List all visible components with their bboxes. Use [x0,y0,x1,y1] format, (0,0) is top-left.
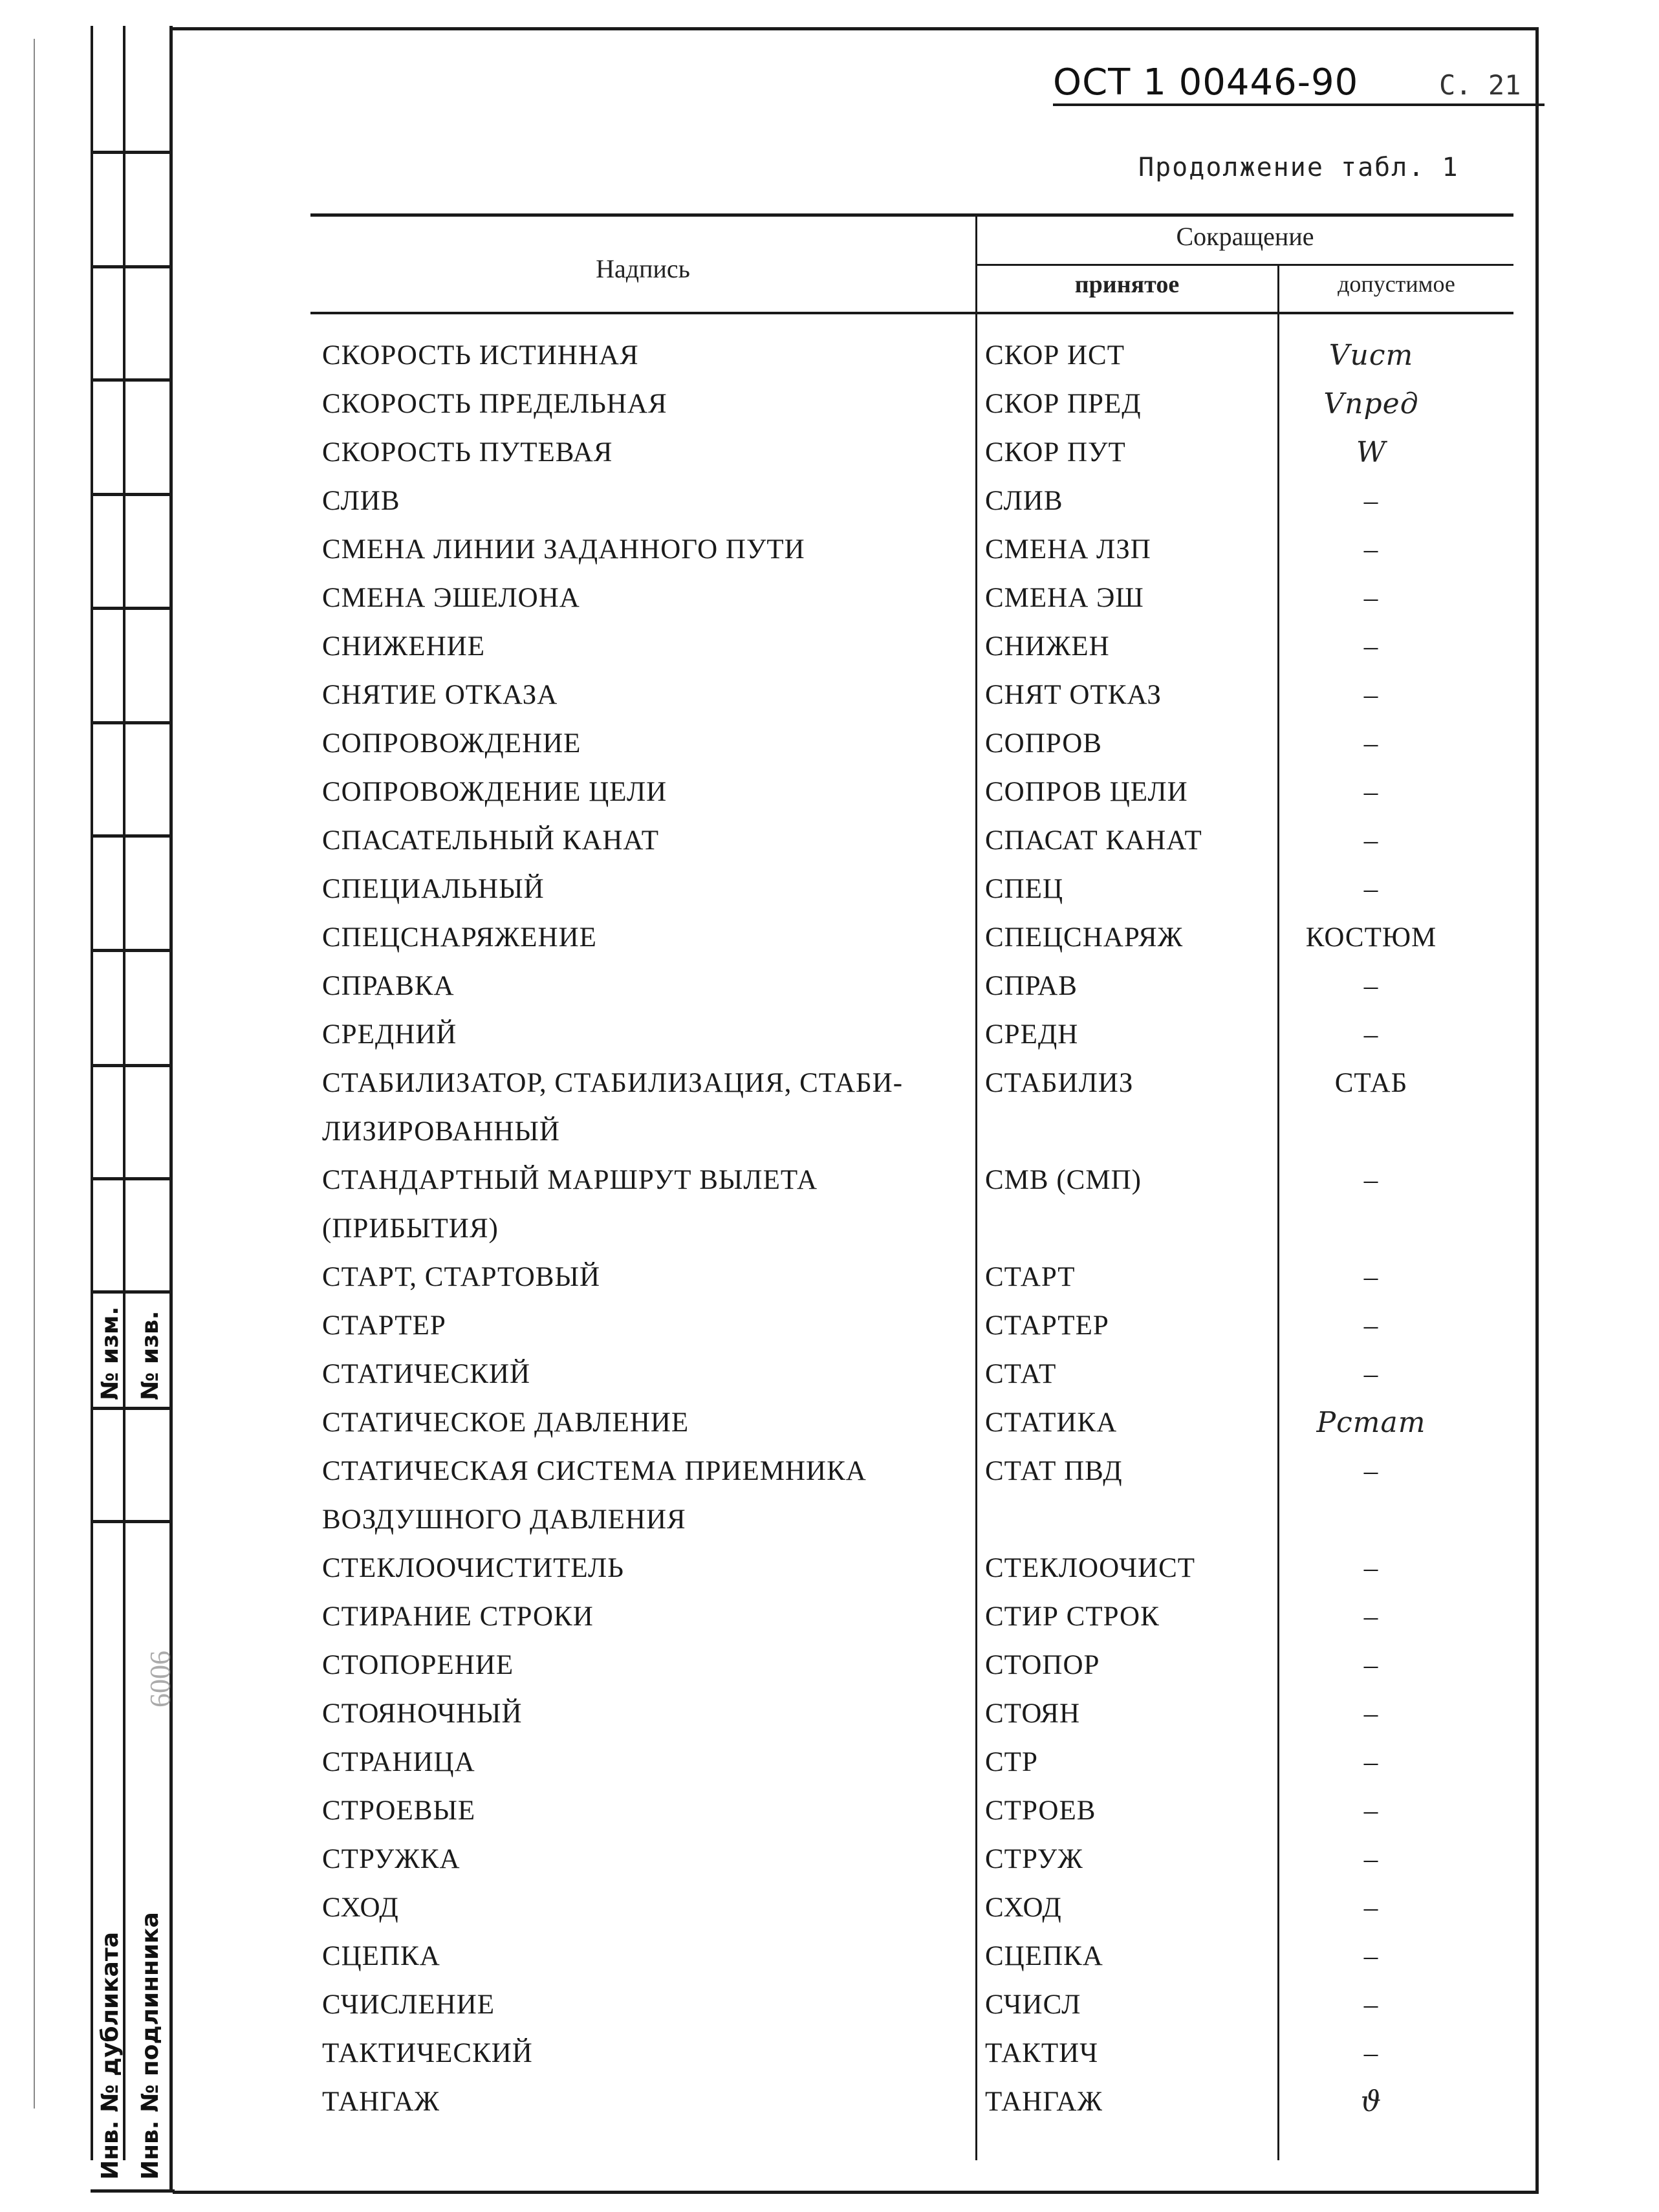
row-label: СТАТИЧЕСКАЯ СИСТЕМА ПРИЕМНИКА [322,1456,867,1486]
row-label: СОПРОВОЖДЕНИЕ [322,728,581,759]
row-allowed: – [1363,777,1379,807]
page-number: С. 21 [1439,69,1521,101]
row-allowed: – [1363,583,1379,613]
row-accepted: ТАКТИЧ [985,2038,1099,2068]
row-label: СПЕЦСНАРЯЖЕНИЕ [322,922,597,953]
row-label: СКОРОСТЬ ПУТЕВАЯ [322,437,613,468]
table-row [0,381,1659,428]
row-label: СКОРОСТЬ ИСТИННАЯ [322,340,639,371]
row-allowed: W [1356,436,1387,469]
row-label: СРЕДНИЙ [322,1019,457,1050]
row-accepted: СРЕДН [985,1019,1079,1050]
row-accepted: СНИЖЕН [985,631,1110,662]
table-row [0,478,1659,525]
table-top-rule [310,213,1513,217]
row-accepted: ТАНГАЖ [985,2087,1103,2117]
row-label: ВОЗДУШНОГО ДАВЛЕНИЯ [322,1504,686,1535]
table-row [0,1982,1659,2028]
table-row [0,1206,1659,1252]
row-accepted: СТАРТЕР [985,1310,1109,1341]
row-allowed: – [1363,2038,1379,2068]
row-label: СТАБИЛИЗАТОР, СТАБИЛИЗАЦИЯ, СТАБИ- [322,1068,904,1098]
row-label: СПЕЦИАЛЬНЫЙ [322,874,545,904]
column-header-allowed: допустимое [1338,271,1455,297]
row-label: ТАНГАЖ [322,2087,440,2117]
row-allowed: – [1363,1941,1379,1971]
row-accepted: СТАБИЛИЗ [985,1068,1134,1098]
row-allowed: СТАБ [1334,1068,1408,1098]
row-allowed: – [1363,1990,1379,2020]
row-allowed: КОСТЮМ [1305,922,1437,953]
table-row [0,623,1659,670]
table-row [0,915,1659,961]
table-row [0,672,1659,719]
row-allowed: – [1363,874,1379,904]
row-label: СНИЖЕНИЕ [322,631,485,662]
row-allowed: – [1363,1165,1379,1195]
table-row [0,1642,1659,1689]
row-accepted: СТАРТ [985,1262,1076,1292]
original-inv-label: Инв. № подлинника [137,1912,164,2180]
table-row [0,1497,1659,1543]
row-accepted: СПЕЦ [985,874,1064,904]
table-row [0,1594,1659,1640]
table-row [0,721,1659,767]
table-row [0,1109,1659,1155]
row-accepted: СЦЕПКА [985,1941,1103,1971]
table-row [0,1303,1659,1349]
document-number: ОСТ 1 00446-90 [1053,61,1359,103]
row-label: СТАНДАРТНЫЙ МАРШРУТ ВЫЛЕТА [322,1165,818,1195]
row-accepted: СЛИВ [985,486,1063,516]
row-label: СЦЕПКА [322,1941,440,1971]
table-header-bottom-rule [310,312,1513,314]
row-accepted: СПРАВ [985,971,1078,1001]
column-header-abbreviation: Сокращение [1176,222,1314,251]
row-allowed: Vист [1328,339,1414,372]
row-allowed: ϑ [1360,2085,1382,2118]
table-row [0,429,1659,476]
row-label: СТРАНИЦА [322,1747,475,1777]
row-allowed: – [1363,534,1379,565]
table-row [0,866,1659,913]
row-allowed: – [1363,825,1379,856]
table-row [0,769,1659,816]
row-label: ТАКТИЧЕСКИЙ [322,2038,533,2068]
duplicate-inv-label: Инв. № дубликата [97,1932,124,2180]
row-allowed: – [1363,1262,1379,1292]
row-label: СТАРТ, СТАРТОВЫЙ [322,1262,601,1292]
row-label: СОПРОВОЖДЕНИЕ ЦЕЛИ [322,777,667,807]
row-accepted: СКОР ПУТ [985,437,1126,468]
row-label: СТАТИЧЕСКОЕ ДАВЛЕНИЕ [322,1407,689,1438]
row-allowed: – [1363,1310,1379,1341]
row-label: СНЯТИЕ ОТКАЗА [322,680,558,710]
row-allowed: – [1363,1456,1379,1486]
row-accepted: СЧИСЛ [985,1990,1081,2020]
table-row [0,1400,1659,1446]
row-accepted: СТИР СТРОК [985,1601,1160,1632]
table-row [0,1448,1659,1495]
row-allowed: – [1363,1359,1379,1389]
notice-no-label: № изв. [137,1310,164,1400]
table-continuation-caption: Продолжение табл. 1 [1138,153,1459,182]
row-label: СТРОЕВЫЕ [322,1795,476,1826]
row-allowed: – [1363,486,1379,516]
table-row [0,1012,1659,1058]
table-row [0,1836,1659,1883]
row-accepted: СТОЯН [985,1698,1081,1729]
row-accepted: СОПРОВ [985,728,1102,759]
row-allowed: – [1363,1844,1379,1874]
row-accepted: СКОР ПРЕД [985,389,1142,419]
row-label: СТОЯНОЧНЫЙ [322,1698,523,1729]
row-label: ЛИЗИРОВАННЫЙ [322,1116,560,1147]
row-accepted: СТЕКЛООЧИСТ [985,1553,1196,1583]
row-label: СТОПОРЕНИЕ [322,1650,514,1680]
row-accepted: СХОД [985,1892,1062,1923]
row-accepted: СМВ (СМП) [985,1165,1142,1195]
table-row [0,526,1659,573]
header-rule [1053,103,1545,106]
strip-tick [91,151,171,154]
row-accepted: СТАТИКА [985,1407,1118,1438]
row-accepted: СНЯТ ОТКАЗ [985,680,1162,710]
row-label: СПАСАТЕЛЬНЫЙ КАНАТ [322,825,659,856]
table-row [0,1254,1659,1301]
row-accepted: СТАТ ПВД [985,1456,1123,1486]
row-allowed: – [1363,631,1379,662]
row-accepted: СМЕНА ЭШ [985,583,1144,613]
table-row [0,1788,1659,1834]
column-header-label: Надпись [596,254,690,283]
table-row [0,1691,1659,1737]
row-allowed: – [1363,728,1379,759]
row-label: СХОД [322,1892,399,1923]
row-label: СТРУЖКА [322,1844,461,1874]
row-accepted: СПЕЦСНАРЯЖ [985,922,1184,953]
strip-bottom-rule [91,2189,175,2193]
row-allowed: – [1363,1650,1379,1680]
row-accepted: СТРОЕВ [985,1795,1096,1826]
row-label: (ПРИБЫТИЯ) [322,1213,499,1244]
row-accepted: СКОР ИСТ [985,340,1125,371]
row-label: СМЕНА ЭШЕЛОНА [322,583,580,613]
row-allowed: – [1363,680,1379,710]
row-accepted: СОПРОВ ЦЕЛИ [985,777,1188,807]
row-accepted: СТРУЖ [985,1844,1083,1874]
row-allowed: Pстат [1316,1406,1426,1439]
row-allowed: – [1363,1795,1379,1826]
row-label: СПРАВКА [322,971,455,1001]
table-row [0,332,1659,379]
table-row [0,818,1659,864]
change-no-label: № изм. [97,1306,124,1400]
row-label: СТАТИЧЕСКИЙ [322,1359,531,1389]
row-accepted: СТАТ [985,1359,1057,1389]
row-allowed: – [1363,1601,1379,1632]
row-label: СМЕНА ЛИНИИ ЗАДАННОГО ПУТИ [322,534,805,565]
row-allowed: – [1363,1019,1379,1050]
table-row [0,1351,1659,1398]
table-row [0,963,1659,1010]
row-accepted: СТОПОР [985,1650,1100,1680]
row-allowed: – [1363,971,1379,1001]
row-label: СТИРАНИЕ СТРОКИ [322,1601,594,1632]
table-row [0,1060,1659,1107]
row-label: СЛИВ [322,486,400,516]
row-label: СЧИСЛЕНИЕ [322,1990,495,2020]
table-row [0,1885,1659,1931]
table-row [0,575,1659,622]
table-row [0,1739,1659,1786]
column-header-accepted: принятое [1074,271,1180,298]
row-label: СКОРОСТЬ ПРЕДЕЛЬНАЯ [322,389,667,419]
table-row [0,1157,1659,1204]
row-label: СТАРТЕР [322,1310,446,1341]
strip-tick [91,265,171,268]
row-allowed: – [1363,1553,1379,1583]
row-accepted: СПАСАТ КАНАТ [985,825,1202,856]
original-inv-number: 6006 [144,1651,176,1708]
row-accepted: СМЕНА ЛЗП [985,534,1151,565]
table-group-rule [977,264,1513,266]
table-row [0,1545,1659,1592]
table-row [0,2030,1659,2077]
table-row [0,1933,1659,1980]
row-allowed: – [1363,1698,1379,1729]
row-allowed: – [1363,1747,1379,1777]
table-row [0,2079,1659,2125]
row-allowed: – [1363,1892,1379,1923]
row-accepted: СТР [985,1747,1038,1777]
row-allowed: Vпред [1323,387,1419,420]
row-label: СТЕКЛООЧИСТИТЕЛЬ [322,1553,624,1583]
